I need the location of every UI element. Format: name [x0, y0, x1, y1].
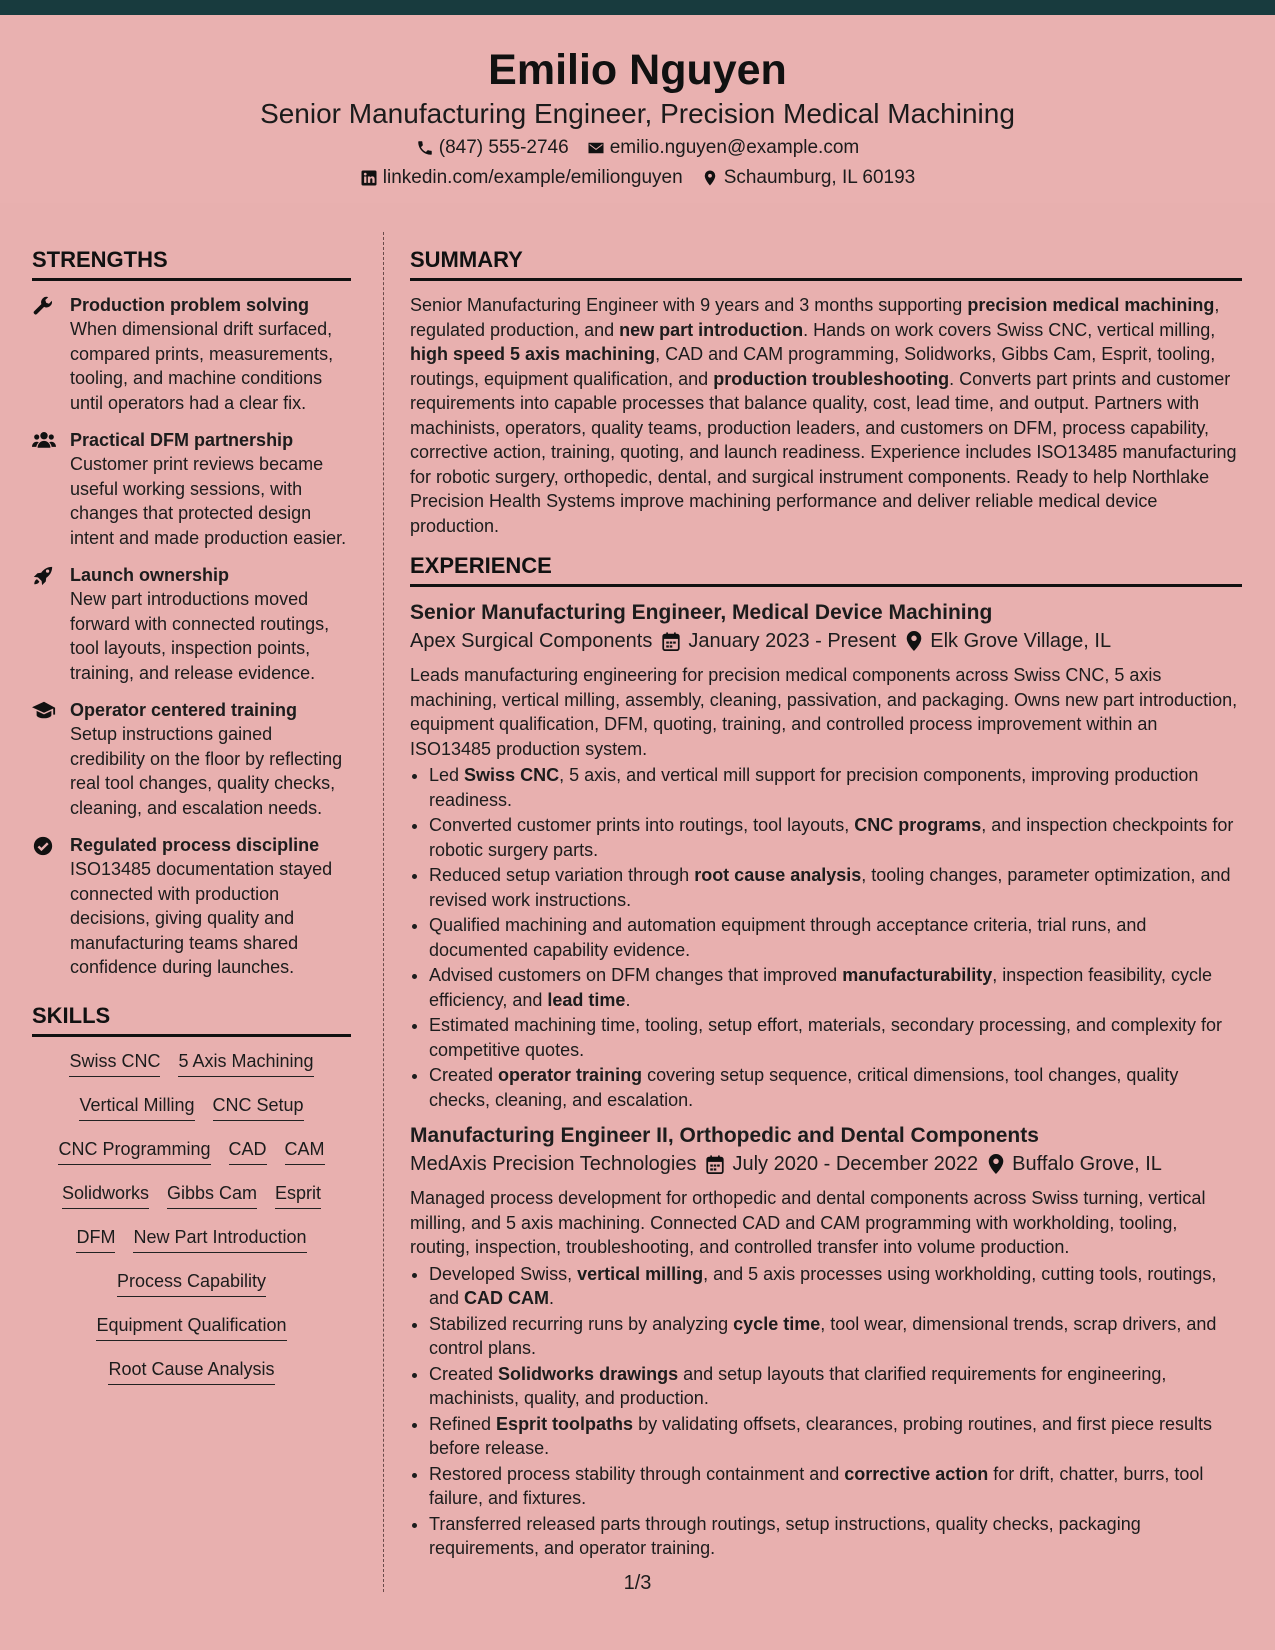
summary-emphasis: production troubleshooting — [713, 368, 950, 389]
map-pin-icon — [988, 1154, 1004, 1174]
job-location-text: Elk Grove Village, IL — [930, 630, 1112, 652]
summary-text: , CAD and CAM programming, Solidworks, Gibbs Cam, Esprit, tooling, routings, equipment qualification, and — [410, 344, 1216, 389]
job-location — [988, 1150, 1162, 1178]
location-item — [701, 165, 916, 191]
skill-tag: Process Capability — [117, 1269, 266, 1297]
job-bullet — [429, 813, 1242, 862]
phone-item[interactable] — [416, 135, 569, 161]
candidate-name: Emilio Nguyen — [488, 46, 787, 94]
skill-tag: CAM — [285, 1137, 325, 1165]
bullet-text: Qualified machining and automation equipment through acceptance criteria, trial runs, and documented capability evidence. — [429, 915, 1147, 960]
left-column — [32, 246, 351, 1401]
summary-text: , regulated production, and — [410, 295, 1220, 340]
bullet-emphasis: Swiss CNC — [464, 765, 560, 785]
envelope-icon — [587, 139, 605, 157]
bullet-emphasis: CNC programs — [854, 815, 982, 835]
summary-text — [410, 293, 1242, 538]
strength-desc: Customer print reviews became useful working sessions, with changes that protected design intent and made production easier. — [70, 454, 347, 548]
job-meta — [410, 1150, 1242, 1178]
job-bullet — [429, 1312, 1242, 1361]
strength-desc: New part introductions moved forward with connected routings, tool layouts, inspection points, training, and release evidence. — [70, 589, 330, 683]
bullet-text: Led — [429, 765, 465, 785]
bullet-text: Transferred released parts through routings, setup instructions, quality checks, packaging requirements, and operator training. — [429, 1513, 1141, 1558]
summary-emphasis: high speed 5 axis machining — [410, 344, 656, 364]
bullet-text: , tooling changes, parameter optimization, and revised work instructions. — [429, 865, 1231, 910]
page-number: 1/3 — [623, 1572, 652, 1594]
bullet-text: Stabilized recurring runs by analyzing — [429, 1313, 734, 1334]
job-location-text: Buffalo Grove, IL — [1012, 1153, 1162, 1175]
bullet-text: by validating offsets, clearances, probing routines, and first piece results before release. — [429, 1413, 1213, 1458]
resume-header — [0, 15, 1275, 203]
strength-item — [32, 833, 351, 980]
bullet-emphasis: corrective action — [844, 1463, 989, 1484]
strength-title: Operator centered training — [70, 700, 298, 720]
users-icon — [32, 430, 56, 450]
bullet-emphasis: Esprit toolpaths — [496, 1413, 634, 1434]
contact-row-2 — [0, 165, 1275, 191]
job-bullet — [429, 1512, 1242, 1561]
location-text: Schaumburg, IL 60193 — [723, 167, 916, 188]
bullet-text: covering setup sequence, critical dimensions, tool changes, quality checks, cleaning, and escalation. — [429, 1065, 1179, 1110]
bullet-text: . — [549, 1288, 555, 1308]
bullet-emphasis: lead time — [547, 989, 626, 1010]
skill-row — [32, 1225, 351, 1253]
job-bullet — [429, 1412, 1242, 1461]
summary-emphasis: new part introduction — [619, 319, 804, 340]
skill-row — [32, 1269, 351, 1297]
job-bullet — [429, 1462, 1242, 1511]
summary-text: Senior Manufacturing Engineer with 9 years and 3 months supporting — [410, 295, 968, 315]
phone-text: (847) 555-2746 — [438, 137, 569, 158]
skills-list — [32, 1049, 351, 1385]
skill-tag: New Part Introduction — [133, 1225, 306, 1253]
job-dates-text: January 2023 - Present — [688, 630, 897, 652]
strength-desc: ISO13485 documentation stayed connected with production decisions, giving quality and manufacturing teams shared confidence during launches. — [70, 859, 333, 977]
skill-tag: CAD — [229, 1137, 267, 1165]
bullet-text: for drift, chatter, burrs, tool failure, and fixtures. — [429, 1463, 1204, 1508]
job-bullet — [429, 1013, 1242, 1062]
bullet-text: Advised customers on DFM changes that improved — [429, 965, 843, 985]
skill-tag: Equipment Qualification — [96, 1313, 286, 1341]
job-company: Apex Surgical Components — [410, 630, 653, 652]
job-meta — [410, 627, 1242, 655]
bullet-text: and setup layouts that clarified requirements for engineering, machinists, quality, and production. — [429, 1363, 1167, 1408]
job-description: Leads manufacturing engineering for precision medical components across Swiss CNC, 5 axis machining, vertical milling, assembly, cleaning, passivation, and packaging. Owns new part introduction, equipment qualification, DFM, quoting, training, and controlled process improvement within an ISO13485 production system. — [410, 665, 1238, 759]
job-description: Managed process development for orthopedic and dental components across Swiss turning, vertical milling, and 5 axis machining. Connected CAD and CAM programming with workholding, tooling, routing, inspection, troubleshooting, and controlled transfer into volume production. — [410, 1188, 1206, 1257]
job-dates — [706, 1150, 978, 1178]
strength-item — [32, 563, 351, 685]
bullet-text: , and inspection checkpoints for robotic surgery parts. — [429, 815, 1234, 860]
skill-row — [32, 1357, 351, 1385]
summary-text: . Converts part prints and customer requirements into capable processes that balance quality, cost, lead time, and output. Partners with machinists, operators, quality teams, production leaders, and customers on DFM, process capability, corrective action, training, quoting, and launch readiness. Experience includes ISO13485 manufacturing for robotic surgery, orthopedic, dental, and surgical instrument components. Ready to help Northlake Precision Health Systems improve machining performance and deliver reliable medical device production. — [410, 368, 1237, 536]
strength-title: Production problem solving — [70, 295, 310, 315]
email-text: emilio.nguyen@example.com — [609, 137, 860, 158]
bullet-text: , 5 axis, and vertical mill support for precision components, improving production readiness. — [429, 765, 1199, 810]
strength-item — [32, 293, 351, 415]
job-dates-text: July 2020 - December 2022 — [732, 1153, 979, 1175]
skill-tag: Vertical Milling — [79, 1093, 194, 1121]
skill-row — [32, 1093, 351, 1121]
job-bullet — [429, 763, 1242, 812]
bullet-text: , inspection feasibility, cycle efficiency, and — [429, 965, 1212, 1010]
skill-tag: CNC Setup — [213, 1093, 304, 1121]
bullet-emphasis: CAD CAM — [464, 1288, 550, 1308]
bullet-text: Converted customer prints into routings, tool layouts, — [429, 815, 855, 835]
bullet-text: Refined — [429, 1413, 497, 1434]
job-bullet — [429, 1262, 1242, 1311]
phone-icon — [416, 139, 434, 157]
top-accent-bar — [0, 0, 1275, 15]
job-entry — [410, 599, 1242, 1112]
contact-row-1 — [0, 135, 1275, 161]
job-bullets — [410, 1262, 1242, 1561]
job-bullet — [429, 1063, 1242, 1112]
skill-row — [32, 1137, 351, 1165]
bullet-text: Restored process stability through containment and — [429, 1463, 845, 1484]
skill-row — [32, 1313, 351, 1341]
map-pin-icon — [701, 169, 719, 187]
job-bullet — [429, 913, 1242, 962]
candidate-title: Senior Manufacturing Engineer, Precision Medical Machining — [260, 98, 1015, 129]
skill-tag: DFM — [76, 1225, 115, 1253]
skill-tag: Swiss CNC — [69, 1049, 160, 1077]
linkedin-text: linkedin.com/example/emilionguyen — [382, 167, 683, 188]
job-title: Manufacturing Engineer II, Orthopedic and Dental Components — [410, 1124, 1039, 1147]
email-item[interactable] — [587, 135, 860, 161]
skill-tag: Esprit — [275, 1181, 321, 1209]
summary-emphasis: precision medical machining — [967, 295, 1215, 315]
skill-tag: Gibbs Cam — [167, 1181, 257, 1209]
strength-item — [32, 698, 351, 820]
bullet-text: Reduced setup variation through — [429, 865, 695, 885]
job-location — [906, 627, 1111, 655]
rocket-icon — [32, 565, 54, 587]
job-bullet — [429, 863, 1242, 912]
skill-row — [32, 1049, 351, 1077]
column-divider — [383, 232, 384, 1592]
experience-list — [410, 599, 1242, 1561]
bullet-text: Created — [429, 1065, 499, 1085]
bullet-emphasis: vertical milling — [577, 1263, 704, 1284]
bullet-text: , tool wear, dimensional trends, scrap drivers, and control plans. — [429, 1313, 1217, 1358]
check-circle-icon — [32, 835, 54, 857]
wrench-icon — [32, 295, 54, 317]
job-dates — [662, 627, 896, 655]
bullet-emphasis: root cause analysis — [694, 865, 862, 885]
graduation-cap-icon — [32, 700, 56, 720]
strengths-heading: STRENGTHS — [32, 246, 351, 281]
bullet-emphasis: cycle time — [733, 1313, 821, 1334]
strength-title: Launch ownership — [70, 565, 230, 585]
job-bullets — [410, 763, 1242, 1112]
bullet-text: Estimated machining time, tooling, setup effort, materials, secondary processing, and complexity for competitive quotes. — [429, 1015, 1223, 1060]
strength-title: Regulated process discipline — [70, 835, 320, 855]
skill-tag: CNC Programming — [58, 1137, 210, 1165]
bullet-text: Created — [429, 1363, 499, 1384]
job-title: Senior Manufacturing Engineer, Medical Device Machining — [410, 601, 993, 624]
strength-desc: Setup instructions gained credibility on the floor by reflecting real tool changes, quality checks, cleaning, and escalation needs. — [70, 724, 343, 818]
strength-desc: When dimensional drift surfaced, compared prints, measurements, tooling, and machine conditions until operators had a clear fix. — [70, 319, 334, 413]
experience-heading: EXPERIENCE — [410, 552, 1242, 587]
linkedin-item[interactable] — [360, 165, 683, 191]
bullet-text: Developed Swiss, — [429, 1263, 578, 1284]
skill-tag: Solidworks — [62, 1181, 149, 1209]
right-column — [410, 246, 1242, 1571]
bullet-text: , and 5 axis processes using workholding, cutting tools, routings, and — [429, 1263, 1217, 1308]
job-bullet — [429, 1362, 1242, 1411]
map-pin-icon — [906, 631, 922, 651]
calendar-icon — [662, 632, 680, 651]
bullet-emphasis: Solidworks drawings — [498, 1363, 679, 1384]
job-company: MedAxis Precision Technologies — [410, 1153, 697, 1175]
skill-tag: 5 Axis Machining — [178, 1049, 313, 1077]
job-entry — [410, 1122, 1242, 1561]
summary-heading: SUMMARY — [410, 246, 1242, 281]
strength-item — [32, 428, 351, 550]
summary-text: . Hands on work covers Swiss CNC, vertical milling, — [803, 319, 1216, 340]
strength-title: Practical DFM partnership — [70, 430, 294, 450]
skill-tag: Root Cause Analysis — [108, 1357, 274, 1385]
linkedin-icon — [360, 169, 378, 187]
skills-heading: SKILLS — [32, 1002, 351, 1037]
bullet-emphasis: manufacturability — [842, 965, 993, 985]
skill-row — [32, 1181, 351, 1209]
job-bullet — [429, 963, 1242, 1012]
calendar-icon — [706, 1155, 724, 1174]
bullet-text: . — [625, 989, 631, 1010]
bullet-emphasis: operator training — [498, 1065, 643, 1085]
